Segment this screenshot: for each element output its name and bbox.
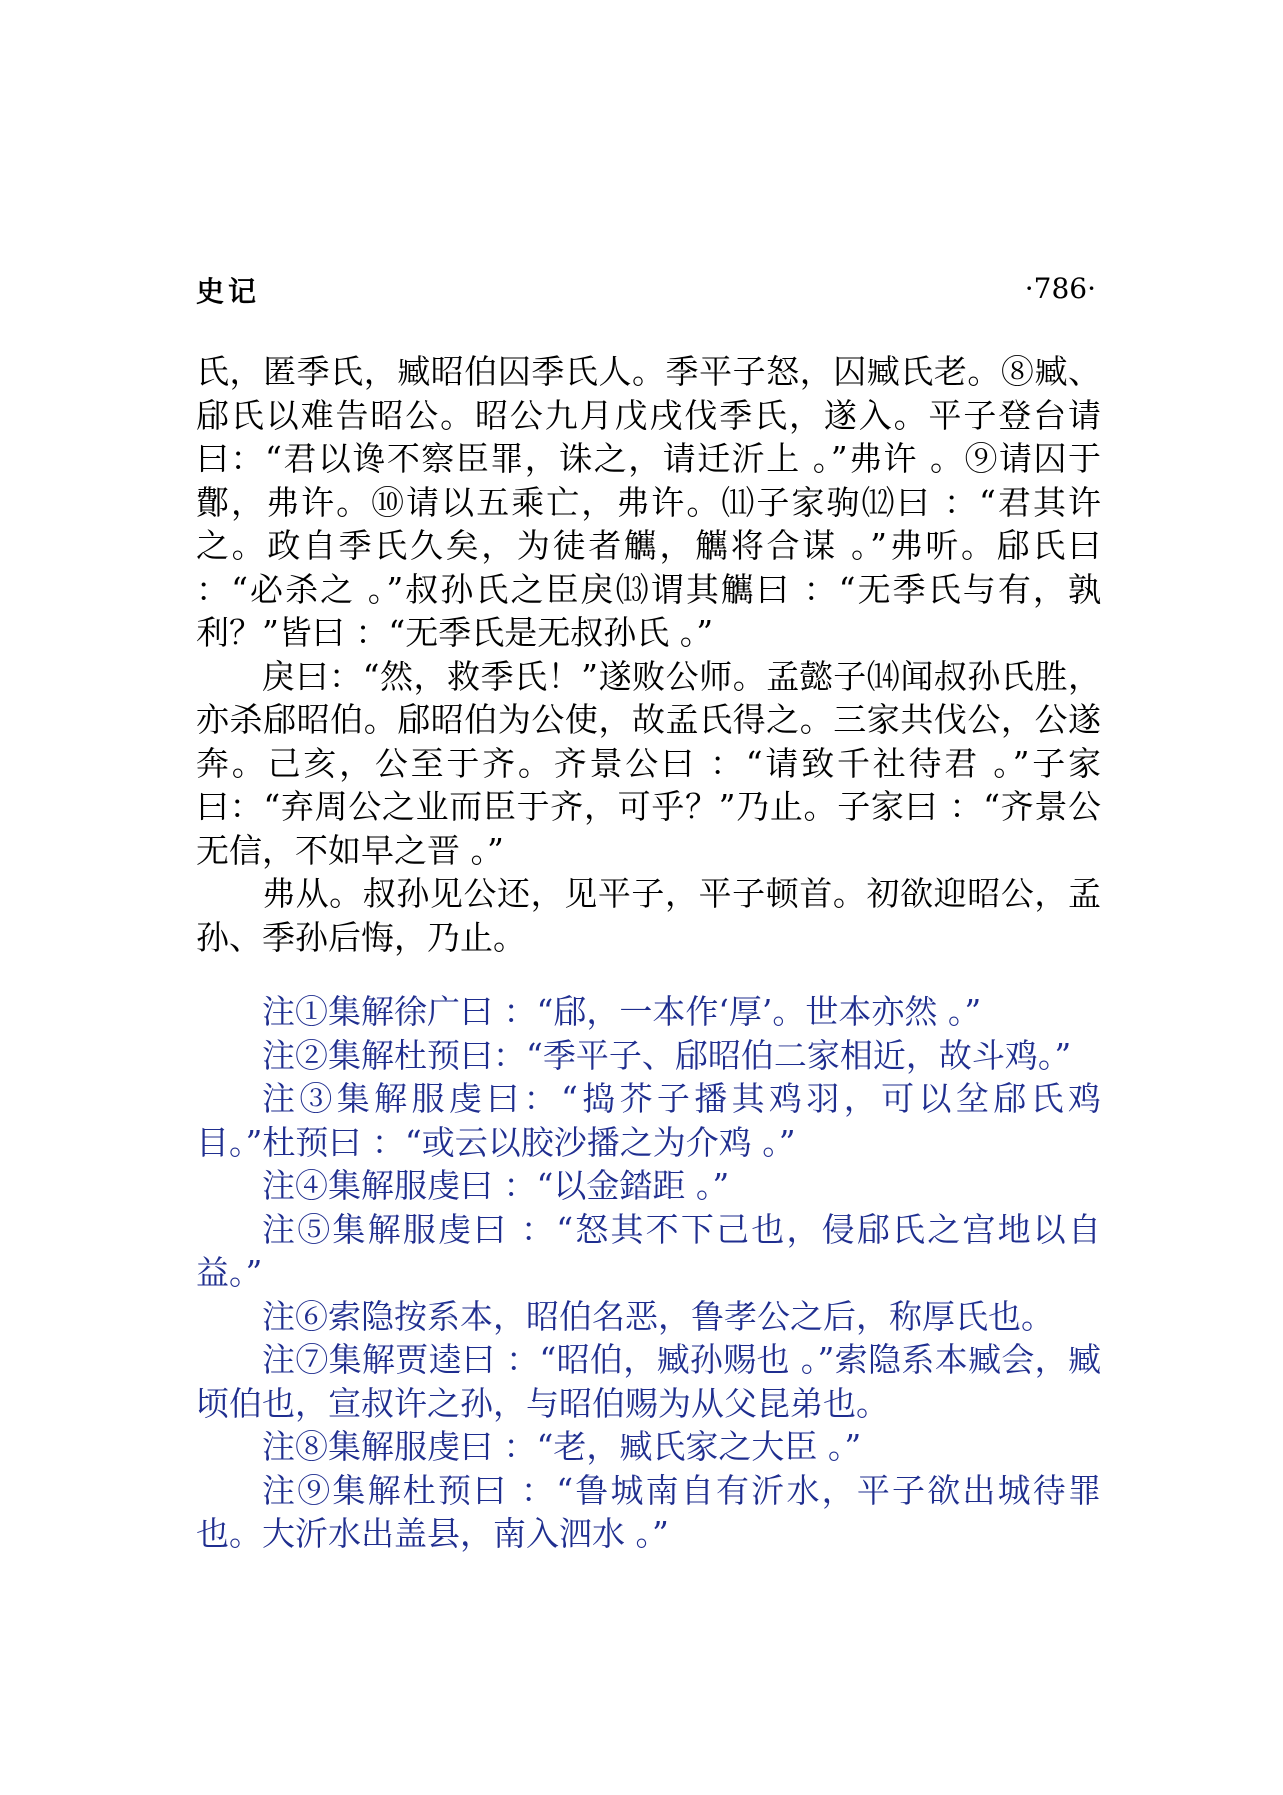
page-header xyxy=(196,270,1096,310)
note-9: 注⑨集解杜预曰 ：“鲁城南自有沂水，平子欲出城待罪也。大沂水出盖县，南入泗水 。” xyxy=(196,1470,1101,1553)
note-8: 注⑧集解服虔曰 ：“老，臧氏家之大臣 。” xyxy=(262,1427,862,1466)
note-6: 注⑥索隐按系本，昭伯名恶，鲁孝公之后，称厚氏也。 xyxy=(262,1296,1054,1336)
note-5: 注⑤集解服虔曰 ：“怒其不下己也，侵郈氏之宫地以自益。” xyxy=(196,1209,1101,1292)
note-2: 注②集解杜预曰：“季平子、郈昭伯二家相近，故斗鸡。” xyxy=(262,1035,1072,1075)
main-text xyxy=(196,350,1101,959)
note-3: 注③集解服虔曰：“捣芥子播其鸡羽，可以坌郈氏鸡目。”杜预曰 ：“或云以胶沙播之为介鸡 。” xyxy=(196,1079,1101,1162)
book-title: 史记 xyxy=(196,275,261,308)
note-1: 注①集解徐广曰 ：“郈，一本作‘厚’。世本亦然 。” xyxy=(262,992,982,1031)
body-paragraph: 戾曰：“然，救季氏！”遂败公师。孟懿子⒁闻叔孙氏胜，亦杀郈昭伯。郈昭伯为公使，故孟氏得之。三家共伐公，公遂奔。己亥，公至于齐。齐景公曰 ：“请致千社待君 。”子家曰：“弃周公之业而臣于齐，可乎？”乃止。子家曰 ：“齐景公无信，不如早之晋 。” xyxy=(196,656,1101,870)
note-7: 注⑦集解贾逵曰 ：“昭伯，臧孙赐也 。”索隐系本臧会，臧顷伯也，宣叔许之孙，与昭伯赐为从父昆弟也。 xyxy=(196,1340,1101,1423)
body-paragraph: 氏，匿季氏，臧昭伯囚季氏人。季平子怒，囚臧氏老。⑧臧、郈氏以难告昭公。昭公九月戊戌伐季氏，遂入。平子登台请曰：“君以谗不察臣罪，诛之，请迁沂上 。”弗许 。⑨请囚于鄪，弗许。⑩请以五乘亡，弗许。⑾子家驹⑿曰 ：“君其许之。政自季氏久矣，为徒者觽，觽将合谋 。”弗听。郈氏曰 ：“必杀之 。”叔孙氏之臣戾⒀谓其觽曰 ：“无季氏与有，孰利？”皆曰 ：“无季氏是无叔孙氏 。” xyxy=(196,352,1101,652)
note-4: 注④集解服虔曰 ：“以金錔距 。” xyxy=(262,1166,730,1205)
body-paragraph: 弗从。叔孙见公还，见平子，平子顿首。初欲迎昭公，孟孙、季孙后悔，乃止。 xyxy=(196,874,1101,957)
annotations xyxy=(196,990,1101,1556)
page-number: ·786· xyxy=(1024,272,1096,305)
